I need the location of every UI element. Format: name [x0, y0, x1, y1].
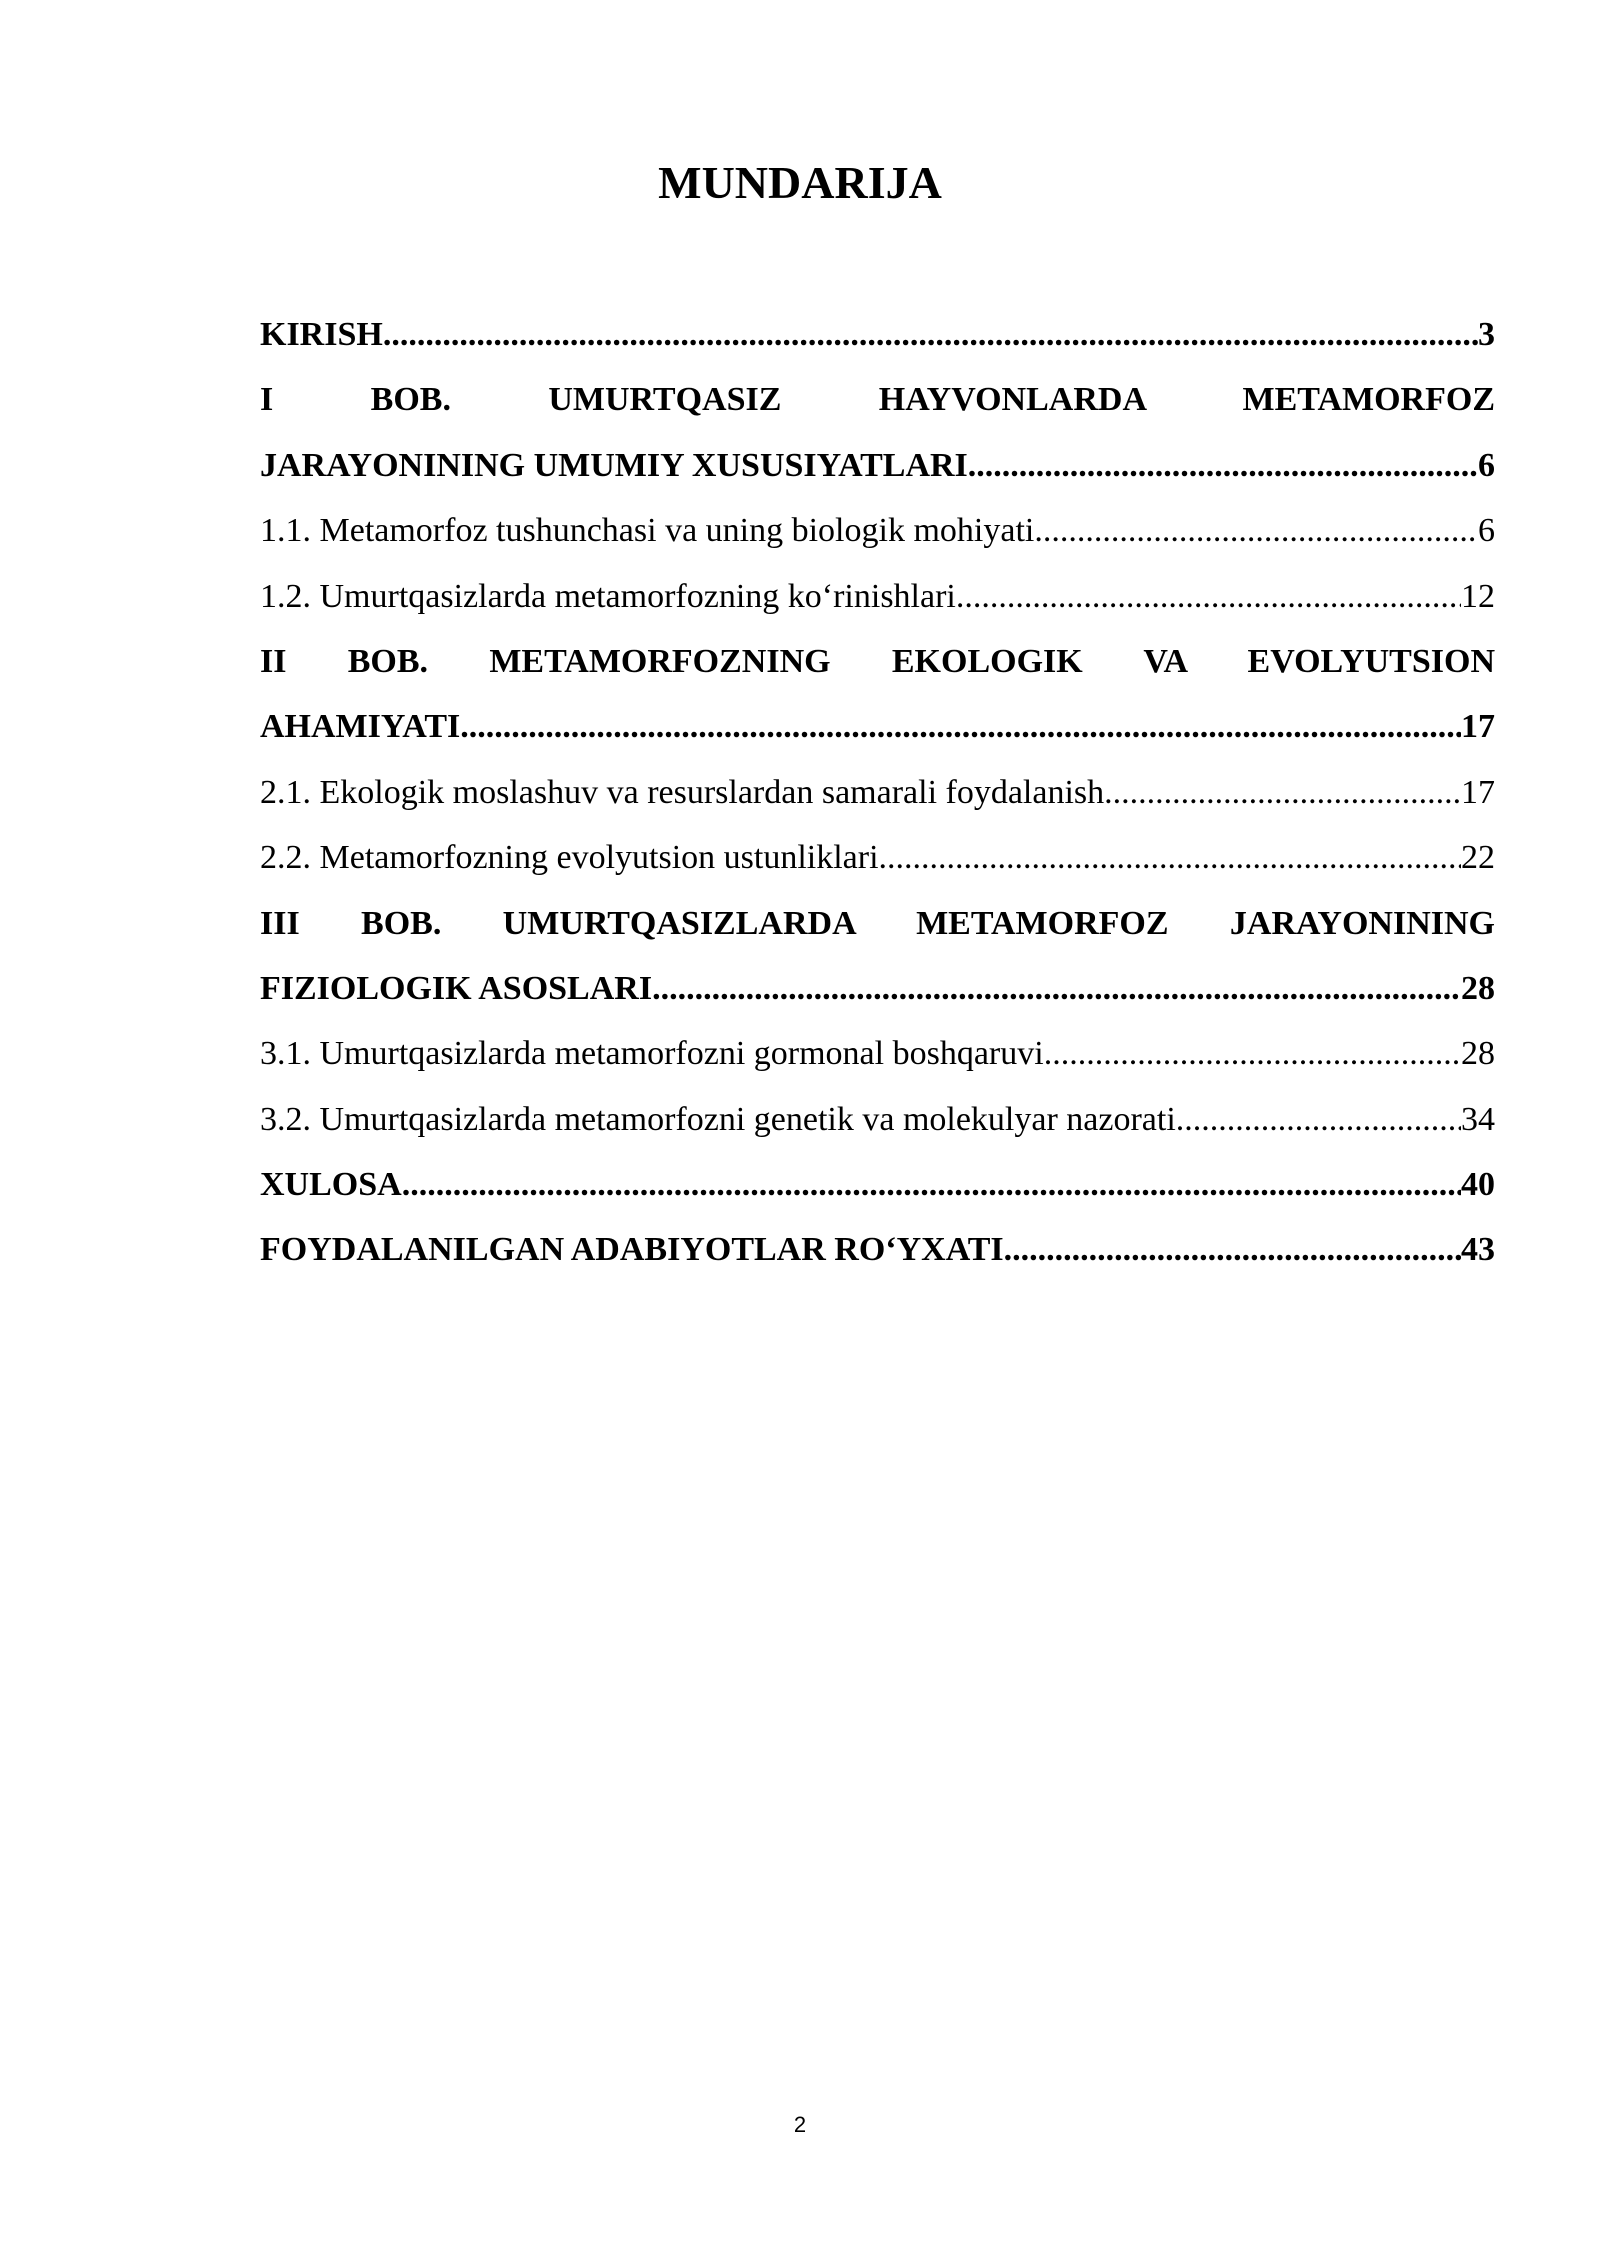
toc-entry-chapter-1-line-2[interactable]: [260, 433, 1495, 498]
toc-page-number: 28: [1461, 1035, 1495, 1073]
dot-leader: [968, 433, 1478, 498]
toc-entry-text: FIZIOLOGIK ASOSLARI: [260, 969, 653, 1007]
dot-leader: [1176, 1087, 1461, 1152]
toc-page-number: 22: [1461, 839, 1495, 877]
toc-entry-section-1-2[interactable]: [260, 564, 1495, 629]
toc-entry-section-3-2[interactable]: [260, 1087, 1495, 1152]
toc-entry-text: 3.1. Umurtqasizlarda metamorfozni gormonal boshqaruvi: [260, 1035, 1044, 1073]
toc-page-number: 17: [1461, 708, 1495, 746]
toc-page-number: 6: [1478, 512, 1495, 550]
toc-entry-xulosa[interactable]: [260, 1152, 1495, 1217]
dot-leader: [402, 1152, 1461, 1217]
dot-leader: [383, 302, 1478, 367]
toc-entry-text: FOYDALANILGAN ADABIYOTLAR RO‘YXATI: [260, 1231, 1004, 1269]
toc-entry-chapter-2-line-1[interactable]: II BOB. METAMORFOZNING EKOLOGIK VA EVOLYUTSION: [260, 642, 1495, 680]
toc-page-number: 40: [1461, 1166, 1495, 1204]
toc-entry-chapter-3-line-1[interactable]: III BOB. UMURTQASIZLARDA METAMORFOZ JARAYONINING: [260, 904, 1495, 942]
toc-entry-section-1-1[interactable]: [260, 498, 1495, 563]
toc-entry-text: XULOSA: [260, 1166, 402, 1204]
toc-entry-kirish[interactable]: [260, 302, 1495, 367]
toc-entry-text: 2.2. Metamorfozning evolyutsion ustunliklari: [260, 839, 879, 877]
dot-leader: [879, 825, 1461, 890]
toc-entry-section-2-1[interactable]: [260, 760, 1495, 825]
toc-entry-text: AHAMIYATI: [260, 708, 461, 746]
toc-entry-text: 1.1. Metamorfoz tushunchasi va uning biologik mohiyati: [260, 512, 1035, 550]
dot-leader: [956, 564, 1461, 629]
toc-page-number: 43: [1461, 1231, 1495, 1269]
toc-entry-chapter-3-line-2[interactable]: [260, 956, 1495, 1021]
dot-leader: [1104, 760, 1461, 825]
toc-page-number: 34: [1461, 1100, 1495, 1138]
toc-entry-section-2-2[interactable]: [260, 825, 1495, 890]
page-title: MUNDARIJA: [658, 157, 942, 208]
toc-entry-text: 2.1. Ekologik moslashuv va resurslardan samarali foydalanish: [260, 773, 1105, 811]
toc-page-number: 3: [1478, 316, 1495, 353]
page-number: 2: [793, 2112, 807, 2137]
dot-leader: [652, 956, 1461, 1021]
dot-leader: [1004, 1217, 1461, 1282]
toc-entry-chapter-2-line-2[interactable]: [260, 694, 1495, 759]
dot-leader: [1034, 498, 1478, 563]
toc-page-number: 17: [1461, 773, 1495, 811]
toc-page-number: 28: [1461, 969, 1495, 1007]
toc-page-number: 6: [1478, 446, 1495, 484]
dot-leader: [460, 694, 1461, 759]
dot-leader: [1044, 1021, 1461, 1086]
toc-entry-references[interactable]: [260, 1217, 1495, 1282]
toc-entry-text: JARAYONINING UMUMIY XUSUSIYATLARI: [260, 446, 968, 484]
toc-entry-text: 1.2. Umurtqasizlarda metamorfozning ko‘rinishlari: [260, 577, 956, 615]
toc-entry-section-3-1[interactable]: [260, 1021, 1495, 1086]
toc-entry-chapter-1-line-1[interactable]: I BOB. UMURTQASIZ HAYVONLARDA METAMORFOZ: [260, 381, 1495, 419]
toc-entry-text: 3.2. Umurtqasizlarda metamorfozni genetik va molekulyar nazorati: [260, 1100, 1176, 1138]
table-of-contents: [260, 302, 1495, 1283]
toc-page-number: 12: [1461, 577, 1495, 615]
toc-entry-text: KIRISH: [260, 316, 383, 353]
